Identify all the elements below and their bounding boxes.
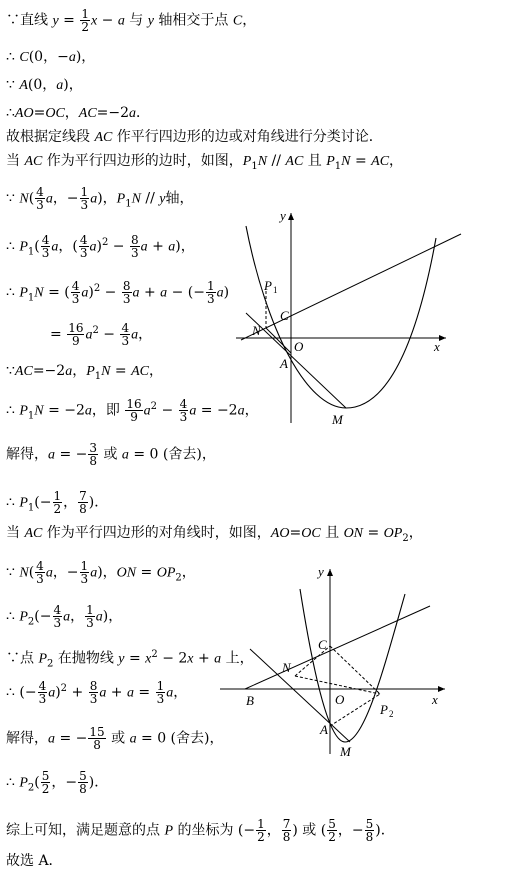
text-line-3: ∵ A(0，a)，	[6, 77, 83, 93]
text-line-20: 解得，a = − $\frac{15}{8}$ 或 a = 0 (舍去)，	[6, 725, 224, 752]
text-line-15: 当 AC 作为平行四边形的对角线时，如图，AO=OC 且 ON = $OP_2$，	[6, 525, 423, 544]
text-line-18: ∵点 $P_2$ 在抛物线 $y = x^2 - 2x + a$ 上，	[6, 649, 254, 670]
text-line-5: 故根据定线段 AC 作平行四边形的边或对角线进行分类讨论．	[6, 129, 383, 145]
label-P2: P	[380, 702, 388, 717]
figure-1-parabola	[236, 208, 466, 430]
label-y: y	[280, 208, 286, 223]
label-B: B	[246, 693, 254, 708]
text-line-22: 综上可知，满足题意的点 P 的坐标为 (− $\frac{1}{2}$ ， $\frac{7}{8}$ ) 或 ( $\frac{5}{2}$ ，− $\frac{5}{8}$ )．	[6, 817, 395, 844]
label-O: O	[294, 339, 304, 354]
label-A: A	[280, 356, 288, 371]
text-line-23: 故选 A．	[6, 853, 63, 869]
label-N: N	[252, 323, 261, 338]
label-N: N	[282, 660, 291, 675]
label-A: A	[320, 722, 328, 737]
parabola-curve	[300, 589, 405, 742]
label-x: x	[432, 692, 438, 707]
text-line-6: 当 AC 作为平行四边形的边时，如图，$P_1N$ // AC 且 $P_1N$ = AC，	[6, 153, 404, 172]
label-P1: P	[264, 278, 272, 293]
label-M: M	[340, 744, 351, 759]
text-line-4: ∴AO=OC，AC=−2a．	[6, 105, 151, 121]
label-P2-sub: 2	[389, 709, 394, 719]
text-line-10: = $\frac{16}{9}$ $a^2$ − $\frac{4}{3}$ a，	[50, 321, 153, 349]
text-line-17: ∴ $P_2(-$ $\frac{4}{3}$ a， $\frac{1}{3}$ a)，	[6, 603, 123, 630]
label-O: O	[335, 692, 345, 707]
text-line-19: ∴ (− $\frac{4}{3}$ a)$^2$ + $\frac{8}{3}$ a + a = $\frac{1}{3}$ a，	[6, 679, 188, 707]
label-C: C	[318, 637, 327, 652]
figure-2-parabola	[220, 564, 450, 760]
label-y: y	[318, 564, 324, 579]
line-through-C	[245, 606, 430, 689]
text-line-2: ∴ C(0，−a)，	[6, 49, 96, 65]
text-line-11: ∵AC=−2a，$P_1N$ = AC，	[6, 363, 163, 382]
text-line-9: ∴ $P_1N$ = ( $\frac{4}{3}$ a)$^2$ − $\frac{8}{3}$ a + a − (− $\frac{1}{3}$ a)	[6, 279, 230, 307]
label-P1-sub: 1	[273, 285, 278, 295]
label-M: M	[332, 412, 343, 427]
text-line-1: ∵直线 y = $\frac{1}{2}$ x − a 与 y 轴相交于点 C，	[6, 7, 257, 34]
text-line-14: ∴ $P_1(-$ $\frac{1}{2}$ ， $\frac{7}{8}$ )．	[6, 489, 109, 516]
line-through-A	[246, 313, 346, 408]
label-C: C	[280, 308, 289, 323]
label-x: x	[434, 339, 440, 354]
text-line-16: ∵ N( $\frac{4}{3}$ a，− $\frac{1}{3}$ a)，ON = $OP_2$，	[6, 559, 196, 586]
CP2-dashed	[330, 646, 380, 694]
parabola-curve	[246, 226, 436, 408]
NA-segment	[266, 328, 291, 353]
text-line-7: ∵ N( $\frac{4}{3}$ a，− $\frac{1}{3}$ a)，$P_1N$ // y轴，	[6, 185, 194, 212]
text-line-8: ∴ $P_1$( $\frac{4}{3}$ a，( $\frac{4}{3}$ a)$^2$ − $\frac{8}{3}$ a + a)，	[6, 233, 195, 261]
text-line-12: ∴ $P_1N = -2a$，即 $\frac{16}{9}$ $a^2$ − $\frac{4}{3}$ a = −2a，	[6, 397, 259, 425]
text-line-21: ∴ $P_2$( $\frac{5}{2}$ ，− $\frac{5}{8}$ )．	[6, 769, 109, 796]
text-line-13: 解得，a = − $\frac{3}{8}$ 或 a = 0 (舍去)，	[6, 441, 216, 468]
